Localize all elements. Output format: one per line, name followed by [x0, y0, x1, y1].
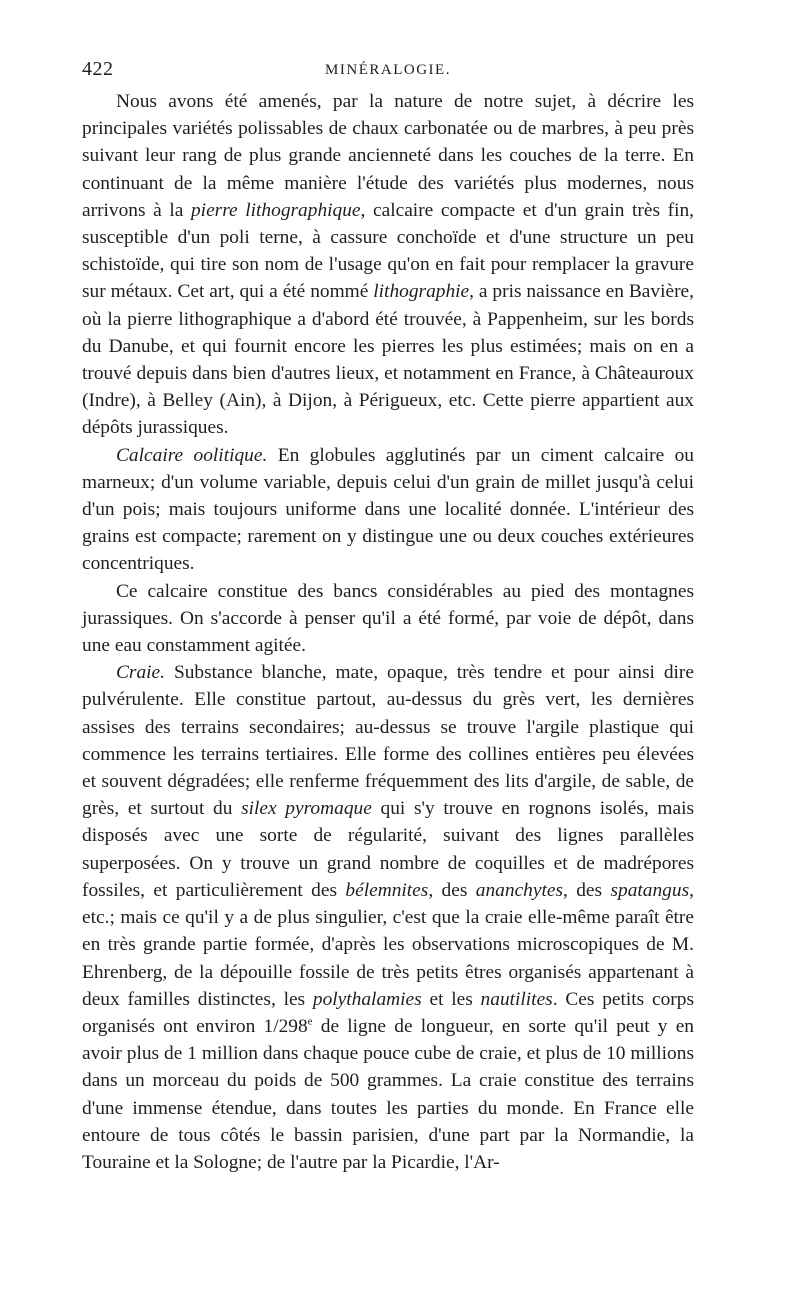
superscript: e: [307, 1015, 313, 1028]
paragraph: [82, 442, 694, 578]
book-page: [82, 58, 694, 1176]
text-run: Substance blanche, mate, opaque, très tendre et pour ainsi dire pulvérulente. Elle constitue partout, au-dessus du grès vert, les dernières assises des terrains secondaires; au-dessus se trouve l'argile plastique qui commence les terrains tertiaires. Elle forme des collines entières peu élevées et souvent dégradées; elle renferme fréquemment des lits d'argile, de sable, de grès, et surtout du: [82, 662, 694, 820]
paragraph: [82, 88, 694, 442]
paragraph: [82, 659, 694, 1176]
italic-term: nautilites: [480, 988, 553, 1010]
text-run: et les: [421, 988, 481, 1010]
italic-term: ananchytes: [475, 879, 564, 901]
text-run: , etc.; mais ce qu'il y a de plus singulier, c'est que la craie elle-même paraît être en très grande partie formée, d'après les observations microscopiques de M. Ehrenberg, de la dépouille fossile de très petits êtres organisés appartenant à deux familles distinctes, les: [82, 879, 694, 1010]
italic-term: silex pyromaque: [241, 798, 372, 820]
text-run: qui s'y trouve en rognons isolés, mais disposés avec une sorte de régularité, suivant des lignes parallèles superposées. On y trouve un grand nombre de coquilles et de madrépores fossiles, et particulièrement des: [82, 798, 695, 901]
text-run: , calcaire compacte et d'un grain très fin, susceptible d'un poli terne, à cassure conchoïde et d'une structure un peu schistoïde, qui tire son nom de l'usage qu'on en fait pour remplacer la gravure sur métaux. Cet art, qui a été nommé: [82, 199, 695, 303]
text-run: . Ces petits corps organisés ont environ 1/298: [82, 988, 694, 1037]
body-text: [82, 88, 694, 1176]
italic-term: lithographie: [373, 281, 470, 303]
running-head: MINÉRALOGIE.: [325, 62, 451, 78]
italic-term: Calcaire oolitique.: [116, 444, 268, 466]
page-header: [82, 58, 694, 88]
text-run: , a pris naissance en Bavière, où la pierre lithographique a d'abord été trouvée, à Pappenheim, sur les bords du Danube, et qui fournit encore les pierres les plus estimées; mais on en a trouvé depuis dans bien d'autres lieux, et notamment en France, à Châteauroux (Indre), à Belley (Ain), à Dijon, à Périgueux, etc. Cette pierre appartient aux dépôts jurassiques.: [82, 281, 694, 439]
page-number: 422: [82, 58, 114, 80]
text-run: , des: [428, 879, 476, 901]
text-run: de ligne de longueur, en sorte qu'il peut y en avoir plus de 1 million dans chaque pouce cube de craie, et plus de 10 millions dans un morceau du poids de 500 grammes. La craie constitue des terrains d'une immense étendue, dans toutes les parties du monde. En France elle entoure de tous côtés le bassin parisien, d'une part par la Normandie, la Touraine et la Sologne; de l'autre par la Picardie, l'Ar-: [82, 1015, 694, 1173]
italic-term: Craie.: [116, 662, 166, 684]
text-run: Ce calcaire constitue des bancs considérables au pied des montagnes jurassiques. On s'accorde à penser qu'il a été formé, par voie de dépôt, dans une eau constamment agitée.: [82, 580, 694, 657]
italic-term: spatangus: [610, 879, 690, 901]
italic-term: bélemnites: [345, 879, 429, 901]
italic-term: pierre lithographique: [190, 199, 361, 221]
italic-term: polythalamies: [312, 988, 422, 1010]
text-run: Nous avons été amenés, par la nature de notre sujet, à décrire les principales variétés polissables de chaux carbonatée ou de marbres, à peu près suivant leur rang de plus grande ancienneté dans les couches de la terre. En continuant de la même manière l'étude des variétés plus modernes, nous arrivons à la: [82, 91, 694, 221]
text-run: , des: [563, 879, 611, 901]
text-run: En globules agglutinés par un ciment calcaire ou marneux; d'un volume variable, depuis celui d'un grain de millet jusqu'à celui d'un pois; mais toujours uniforme dans une localité donnée. L'intérieur des grains est compacte; rarement on y distingue une ou deux couches extérieures concentriques.: [82, 444, 694, 575]
paragraph: [82, 578, 694, 660]
